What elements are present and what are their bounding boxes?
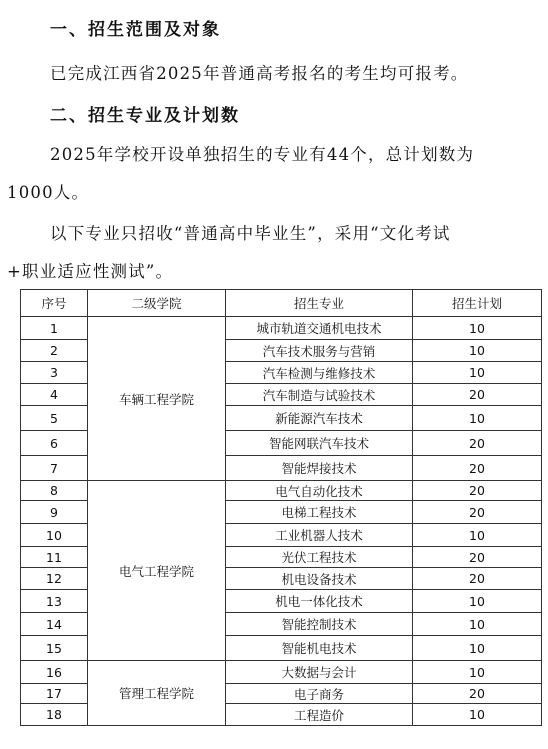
- college-cell: 电气工程学院: [88, 481, 226, 661]
- serial-number-cell: 12: [21, 568, 88, 590]
- plan-cell: 20: [413, 456, 542, 481]
- major-cell: 机电设备技术: [226, 568, 413, 590]
- serial-number-cell: 14: [21, 613, 88, 636]
- section-2-paragraph-1-line-2: 1000人。: [7, 183, 90, 202]
- major-cell: 智能机电技术: [226, 636, 413, 661]
- section-1-title: 一、招生范围及对象: [50, 20, 221, 40]
- plan-cell: 10: [413, 590, 542, 613]
- header-plan: 招生计划: [413, 290, 542, 317]
- table-row: [21, 481, 542, 501]
- plan-cell: 20: [413, 384, 542, 406]
- serial-number-cell: 1: [21, 317, 88, 340]
- serial-number-cell: 8: [21, 481, 88, 501]
- serial-number-cell: 7: [21, 456, 88, 481]
- major-cell: 汽车制造与试验技术: [226, 384, 413, 406]
- serial-number-cell: 16: [21, 661, 88, 684]
- plan-cell: 20: [413, 568, 542, 590]
- major-cell: 电子商务: [226, 684, 413, 704]
- plan-cell: 10: [413, 613, 542, 636]
- major-cell: 光伏工程技术: [226, 547, 413, 568]
- college-cell: 车辆工程学院: [88, 317, 226, 481]
- plan-cell: 10: [413, 340, 542, 362]
- major-cell: 工程造价: [226, 704, 413, 726]
- enrollment-plan-table: [20, 289, 542, 726]
- serial-number-cell: 5: [21, 406, 88, 431]
- major-cell: 大数据与会计: [226, 661, 413, 684]
- plan-cell: 10: [413, 406, 542, 431]
- plan-cell: 20: [413, 547, 542, 568]
- major-cell: 汽车检测与维修技术: [226, 362, 413, 384]
- major-cell: 智能控制技术: [226, 613, 413, 636]
- plan-cell: 10: [413, 661, 542, 684]
- header-major: 招生专业: [226, 290, 413, 317]
- table-row: [21, 317, 542, 340]
- plan-cell: 10: [413, 704, 542, 726]
- plan-cell: 10: [413, 636, 542, 661]
- serial-number-cell: 17: [21, 684, 88, 704]
- plan-cell: 20: [413, 501, 542, 524]
- serial-number-cell: 15: [21, 636, 88, 661]
- header-college: 二级学院: [88, 290, 226, 317]
- major-cell: 电梯工程技术: [226, 501, 413, 524]
- serial-number-cell: 9: [21, 501, 88, 524]
- serial-number-cell: 4: [21, 384, 88, 406]
- section-1-text: 已完成江西省2025年普通高考报名的考生均可报考。: [50, 64, 469, 83]
- plan-cell: 20: [413, 481, 542, 501]
- plan-cell: 10: [413, 524, 542, 547]
- major-cell: 汽车技术服务与营销: [226, 340, 413, 362]
- serial-number-cell: 10: [21, 524, 88, 547]
- serial-number-cell: 18: [21, 704, 88, 726]
- major-cell: 新能源汽车技术: [226, 406, 413, 431]
- section-2-paragraph-1-line-1: 2025年学校开设单独招生的专业有44个，总计划数为: [50, 145, 475, 164]
- serial-number-cell: 6: [21, 431, 88, 456]
- serial-number-cell: 2: [21, 340, 88, 362]
- plan-cell: 20: [413, 431, 542, 456]
- plan-cell: 20: [413, 684, 542, 704]
- serial-number-cell: 11: [21, 547, 88, 568]
- major-cell: 城市轨道交通机电技术: [226, 317, 413, 340]
- serial-number-cell: 13: [21, 590, 88, 613]
- major-cell: 智能焊接技术: [226, 456, 413, 481]
- section-2-paragraph-2-line-1: 以下专业只招收“普通高中毕业生”，采用“文化考试: [50, 224, 451, 243]
- header-serial-number: 序号: [21, 290, 88, 317]
- section-2-paragraph-2-line-2: +职业适应性测试”。: [7, 262, 174, 281]
- plan-cell: 10: [413, 362, 542, 384]
- serial-number-cell: 3: [21, 362, 88, 384]
- table-header-row: [21, 290, 542, 317]
- table-row: [21, 661, 542, 684]
- major-cell: 电气自动化技术: [226, 481, 413, 501]
- college-cell: 管理工程学院: [88, 661, 226, 726]
- plan-cell: 10: [413, 317, 542, 340]
- major-cell: 机电一体化技术: [226, 590, 413, 613]
- section-2-title: 二、招生专业及计划数: [50, 106, 240, 126]
- major-cell: 智能网联汽车技术: [226, 431, 413, 456]
- major-cell: 工业机器人技术: [226, 524, 413, 547]
